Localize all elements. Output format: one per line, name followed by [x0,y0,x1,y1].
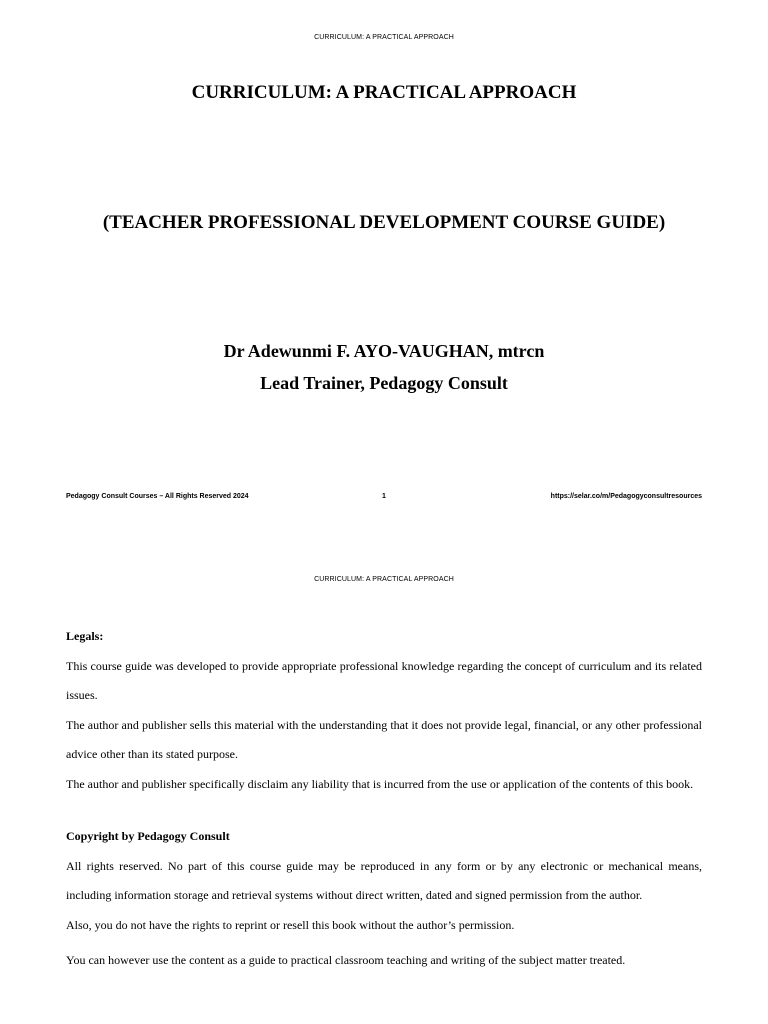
legal-page-body [66,622,702,976]
document-title: CURRICULUM: A PRACTICAL APPROACH [191,82,577,103]
running-header: CURRICULUM: A PRACTICAL APPROACH [314,34,454,41]
copyright-heading: Copyright by Pedagogy Consult [66,829,230,843]
author-role: Lead Trainer, Pedagogy Consult [260,373,508,393]
section-spacer [66,799,702,822]
legals-heading: Legals: [66,629,104,643]
footer-copyright: Pedagogy Consult Courses – All Rights Reserved 2024 [66,493,249,500]
legals-paragraph: This course guide was developed to provide appropriate professional knowledge regarding the concept of curriculum and its related issues. [66,658,702,702]
author-name: Dr Adewunmi F. AYO-VAUGHAN, mtrcn [223,341,545,361]
running-header: CURRICULUM: A PRACTICAL APPROACH [314,576,454,583]
copyright-paragraph: Also, you do not have the rights to reprint or resell this book without the author’s permission. [66,917,515,932]
footer-link[interactable]: https://selar.co/m/Pedagogyconsultresources [550,493,702,500]
legals-paragraph: The author and publisher specifically disclaim any liability that is incurred from the use or application of the contents of this book. [66,776,694,791]
document-subtitle: (TEACHER PROFESSIONAL DEVELOPMENT COURSE GUIDE) [102,212,666,233]
page-footer [66,493,702,505]
page-number: 1 [382,493,386,500]
legals-paragraph: The author and publisher sells this material with the understanding that it does not provide legal, financial, or any other professional advice other than its stated purpose. [66,717,702,761]
copyright-paragraph: All rights reserved. No part of this course guide may be reproduced in any form or by any electronic or mechanical means, including information storage and retrieval systems without direct written, dated and signed permission from the author. [66,858,702,902]
copyright-paragraph: You can however use the content as a guide to practical classroom teaching and writing of the subject matter treated. [66,953,626,967]
